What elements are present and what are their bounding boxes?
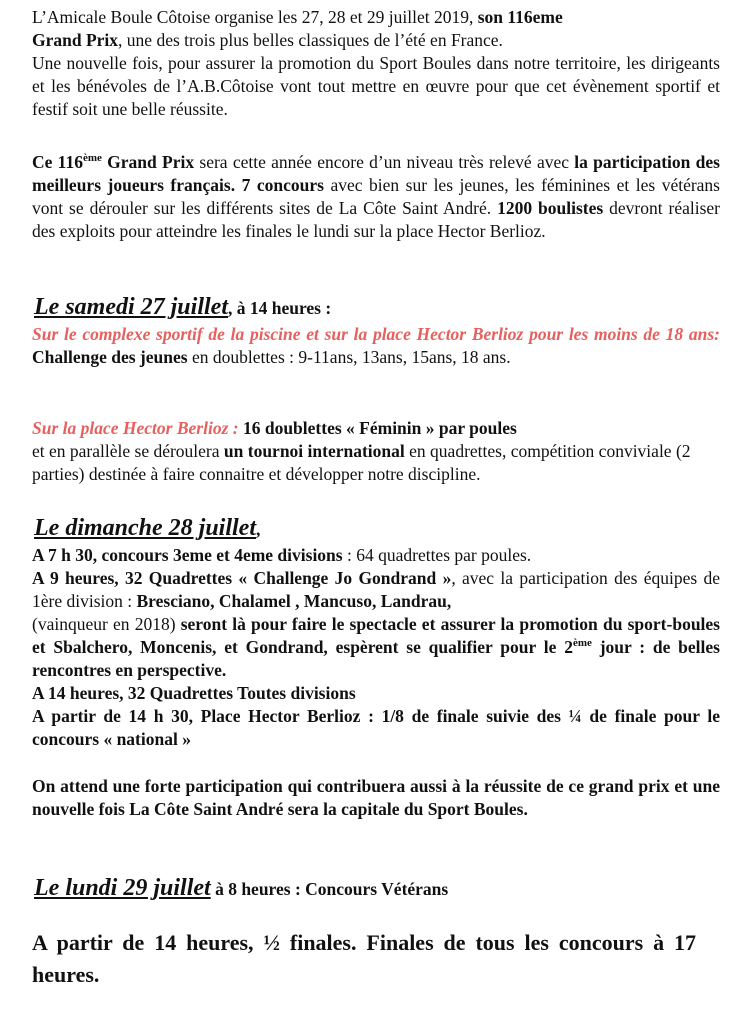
dimanche-text: : 64 quadrettes par poules. [342,545,532,565]
dimanche-text: (vainqueur en 2018) [32,614,181,634]
lundi-time: à 8 heures : Concours Vétérans [210,879,449,899]
dimanche-bold: seront là pour faire le spectacle et assurer la promotion du sport-boules et Sbalchero, Moncenis, et Gondrand, espèrent se qualifier pour le 2 [32,614,720,657]
samedi-feminin-paragraph [32,417,720,486]
intro-text: Une nouvelle fois, pour assurer la promotion du Sport Boules dans notre territoire, les dirigeants et les bénévoles de l’A.B.Côtoise vont tout mettre en œuvre pour que cet évènement sportif et festif soit une belle réussite. [32,53,720,119]
p2-text: sera cette année encore d’un niveau très relevé avec [194,152,575,172]
dimanche-bold: A 7 h 30, concours 3eme et 4eme divisions [32,545,343,565]
finales-paragraph: A partir de 14 heures, ½ finales. Finales de tous les concours à 17 heures. [32,930,696,987]
p2-sup: ème [82,152,102,165]
dimanche-closing-paragraph [32,775,720,821]
dimanche-bold: A 14 heures, 32 Quadrettes Toutes divisions [32,683,356,703]
p2-bold: 1200 boulistes [497,198,604,218]
samedi-jeunes-paragraph [32,323,720,369]
samedi-time: , à 14 heures : [227,298,332,318]
intro-bold-grand-prix: Grand Prix [32,30,119,50]
samedi-text: en doublettes : 9-11ans, 13ans, 15ans, 18 ans. [187,347,511,367]
dimanche-bold: jour : de belles rencontres en perspective. [32,637,720,680]
dimanche-title: Le dimanche 28 juillet [34,515,256,541]
dimanche-bold: Bresciano, Chalamel , Mancuso, Landrau, [136,591,452,611]
lundi-heading [34,875,448,902]
dimanche-sup: ème [572,637,592,650]
samedi-location-red: Sur la place Hector Berlioz : [32,418,239,438]
p2-bold: Ce 116 [32,152,83,172]
dimanche-bold: A partir de 14 h 30, Place Hector Berlioz : 1/8 de finale suivie des ¼ de finale pour le concours « national » [32,706,720,749]
intro-text: , une des trois plus belles classiques de l’été en France. [118,30,503,50]
samedi-text: en quadrettes, compétition conviviale (2 parties) destinée à faire connaitre et développer notre discipline. [32,441,691,484]
dimanche-heading [34,515,260,542]
samedi-title: Le samedi 27 juillet [34,294,228,320]
lundi-title: Le lundi 29 juillet [34,875,211,901]
p2-bold: la participation des meilleurs joueurs français. 7 concours [32,152,720,195]
p2-bold: Grand Prix [101,152,195,172]
samedi-bold: un tournoi international [223,441,405,461]
p2-text: avec bien sur les jeunes, les féminines et les vétérans vont se dérouler sur les différents sites de La Côte Saint André. [32,175,720,218]
dimanche-closing-text: On attend une forte participation qui contribuera aussi à la réussite de ce grand prix et une nouvelle fois La Côte Saint André sera la capitale du Sport Boules. [32,776,720,819]
dimanche-text: , avec la participation des équipes de 1ère division : [32,568,720,611]
samedi-heading [34,294,331,321]
dimanche-comma: , [256,519,261,539]
samedi-bold: 16 doublettes « Féminin » par poules [238,418,517,438]
samedi-bold: Challenge des jeunes [32,347,188,367]
samedi-text: et en parallèle se déroulera [32,441,224,461]
grand-prix-paragraph [32,151,720,243]
samedi-location-red: Sur le complexe sportif de la piscine et sur la place Hector Berlioz pour les moins de 18 ans: [32,324,720,344]
intro-paragraph [32,6,720,121]
intro-bold: son 116eme [477,7,563,27]
p2-text: devront réaliser des exploits pour atteindre les finales le lundi sur la place Hector Berlioz. [32,198,720,241]
dimanche-bold: A 9 heures, 32 Quadrettes « Challenge Jo Gondrand » [32,568,452,588]
dimanche-paragraph [32,544,720,751]
intro-text: L’Amicale Boule Côtoise organise les 27, 28 et 29 juillet 2019, [32,7,478,27]
